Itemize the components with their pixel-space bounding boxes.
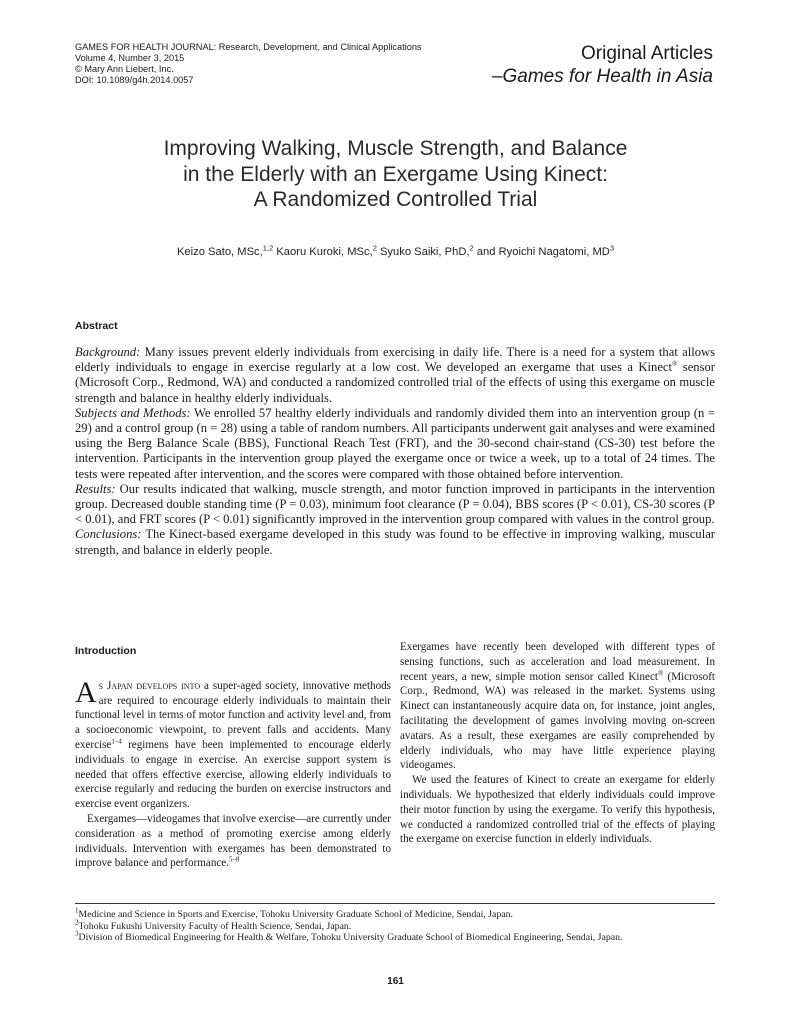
intro-paragraph-4: We used the features of Kinect to create an exergame for elderly individuals. We hypothesized that elderly individuals could improve their motor function by using the exergame. To verify this hypothesis, we conducted a randomized controlled trial of the effects of playing the exergame on exercise function in elderly individuals. bbox=[400, 774, 715, 846]
title-line-2: in the Elderly with an Exergame Using Kinect: bbox=[183, 162, 608, 186]
author-affiliation: 3 bbox=[609, 243, 615, 253]
author-name: Syuko Saiki, PhD, bbox=[376, 246, 470, 258]
intro-paragraph-1 bbox=[75, 675, 391, 812]
affiliation-footnotes bbox=[75, 906, 715, 944]
author-name: Kaoru Kuroki, MSc, bbox=[273, 246, 373, 258]
methods-text: We enrolled 57 healthy elderly individuals and randomly divided them into an intervention group (n = 29) and a control group (n = 28) using a table of random numbers. All participants underwent gait analyses and were examined using the Berg Balance Scale (BBS), Functional Reach Test (FRT), and the 30-second chair-stand (CS-30) test before the intervention. Participants in the intervention group played the exergame once or twice a week, up to a total of 24 times. The tests were repeated after intervention, and the scores were compared with those obtained before intervention. bbox=[75, 405, 715, 481]
intro-text: Exergames—videogames that involve exercise—are currently under consideration as a method of promoting exercise among elderly individuals. Intervention with exergames has been demonstrated to improve balance and performance. bbox=[75, 812, 391, 870]
abstract-methods bbox=[75, 406, 715, 482]
citation: 5–8 bbox=[229, 855, 240, 864]
journal-header bbox=[75, 42, 422, 86]
abstract-results bbox=[75, 482, 715, 528]
introduction-heading: Introduction bbox=[75, 645, 137, 657]
footnote bbox=[75, 906, 715, 921]
intro-paragraph-2 bbox=[75, 812, 391, 871]
subsection-label: –Games for Health in Asia bbox=[491, 66, 713, 87]
section-label: Original Articles bbox=[581, 43, 713, 64]
intro-text-cont: (Microsoft Corp., Redmond, WA) was released in the market. Systems using Kinect can instantaneously acquire data on, for instance, joint angles, facilitating the development of games involving moving on-screen avatars. As a result, these exergames are easily comprehended by elderly individuals, who may have little experience playing videogames. bbox=[400, 670, 715, 772]
footnote bbox=[75, 918, 715, 933]
author-list bbox=[0, 243, 791, 258]
body-column-left bbox=[75, 644, 391, 871]
footnote bbox=[75, 929, 715, 944]
section-header bbox=[492, 42, 713, 88]
title-line-3: A Randomized Controlled Trial bbox=[253, 188, 538, 211]
intro-smallcaps: s Japan develops into bbox=[98, 679, 201, 692]
doi: DOI: 10.1089/g4h.2014.0057 bbox=[75, 75, 194, 85]
footnote-number: 1 bbox=[75, 906, 79, 915]
journal-volume: Volume 4, Number 3, 2015 bbox=[75, 53, 185, 63]
intro-paragraph-3 bbox=[400, 640, 715, 773]
registered-mark: ® bbox=[657, 668, 664, 677]
article-title bbox=[0, 136, 791, 213]
abstract-body bbox=[75, 345, 715, 558]
author-name: Keizo Sato, MSc, bbox=[176, 246, 263, 258]
body-column-right bbox=[400, 640, 715, 847]
footnote-text: Division of Biomedical Engineering for Health & Welfare, Tohoku University Graduate School of Biomedical Engineering, Sendai, Japan. bbox=[78, 932, 623, 944]
conclusions-text: The Kinect-based exergame developed in this study was found to be effective in improving walking, muscular strength, and balance in elderly people. bbox=[75, 527, 715, 557]
results-text: Our results indicated that walking, muscle strength, and motor function improved in participants in the intervention group. Decreased double standing time (P = 0.03), minimum foot clearance (P = 0.04), BBS scores (P < 0.01), CS-30 scores (P < 0.01), and FRT scores (P < 0.01) significantly improved in the intervention group compared with values in the control group. bbox=[75, 481, 715, 527]
author-affiliation: 1,2 bbox=[262, 243, 274, 253]
author-affiliation: 2 bbox=[372, 243, 377, 253]
abstract-conclusions bbox=[75, 527, 715, 557]
methods-label: Subjects and Methods: bbox=[75, 405, 191, 420]
abstract-background bbox=[75, 345, 715, 406]
page-number: 161 bbox=[387, 976, 404, 987]
drop-cap: A bbox=[75, 675, 97, 709]
citation: 1–4 bbox=[111, 737, 122, 746]
footnote-number: 3 bbox=[75, 929, 79, 938]
intro-text: Exergames have recently been developed with different types of sensing functions, such as acceleration and load measurement. In recent years, a new, simple motion sensor called Kinect bbox=[400, 641, 715, 683]
journal-name: GAMES FOR HEALTH JOURNAL: Research, Development, and Clinical Applications bbox=[75, 42, 422, 52]
copyright: © Mary Ann Liebert, Inc. bbox=[75, 64, 174, 74]
author-name: and Ryoichi Nagatomi, MD bbox=[473, 246, 610, 258]
background-label: Background: bbox=[75, 345, 141, 359]
conclusions-label: Conclusions: bbox=[75, 527, 142, 542]
intro-text-cont: regimens have been implemented to encourage elderly individuals to engage in exercise. An exercise support system is needed that offers effective exercise, allowing elderly individuals to exercise regularly and reducing the burden on exercise instructors and exercise event organizers. bbox=[75, 738, 391, 811]
footnote-text: Tohoku Fukushi University Faculty of Health Science, Sendai, Japan. bbox=[78, 920, 352, 932]
footnote-divider bbox=[75, 903, 715, 904]
background-text: Many issues prevent elderly individuals from exercising in daily life. There is a need for a system that allows elderly individuals to engage in exercise regularly at a low cost. We developed an exergame that uses a Kinect bbox=[75, 345, 715, 375]
intro-text: a super-aged society, innovative methods are required to encourage elderly individuals to maintain their functional level in terms of motor function and activity level and, from a socioeconomic viewpoint, to prevent falls and accidents. Many exercise bbox=[75, 679, 391, 751]
registered-mark: ® bbox=[672, 360, 678, 369]
results-label: Results: bbox=[75, 481, 116, 496]
title-line-1: Improving Walking, Muscle Strength, and Balance bbox=[163, 137, 628, 160]
abstract-heading: Abstract bbox=[75, 320, 118, 332]
footnote-number: 2 bbox=[75, 918, 79, 927]
author-affiliation: 2 bbox=[469, 243, 474, 253]
footnote-text: Medicine and Science in Sports and Exercise, Tohoku University Graduate School of Medicine, Sendai, Japan. bbox=[78, 909, 513, 920]
background-text-cont: sensor (Microsoft Corp., Redmond, WA) and conducted a randomized controlled trial of the effects of using this exergame on muscle strength and balance in healthy elderly individuals. bbox=[75, 360, 715, 405]
